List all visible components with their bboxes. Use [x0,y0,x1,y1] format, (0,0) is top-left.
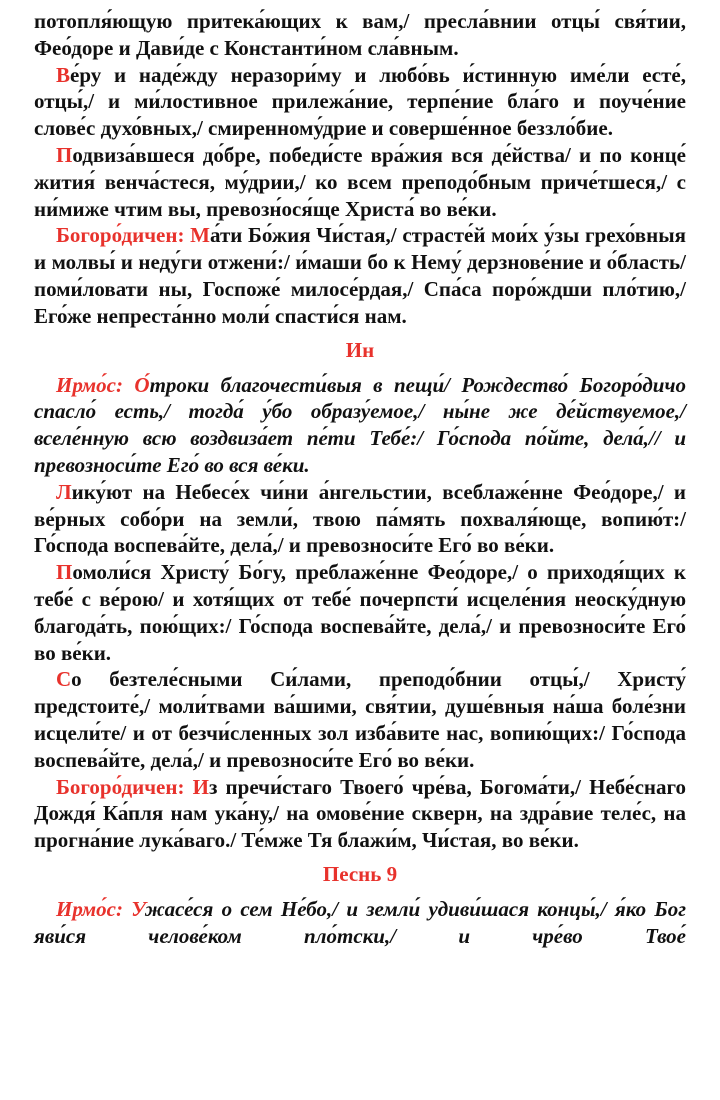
red-initial: С [56,667,72,692]
red-initial: О́ [134,372,150,397]
red-initial: П [56,142,73,167]
irmos-ode-9 [34,896,686,950]
troparion-1 [34,62,686,142]
irmos-label: Ирмо́с: [56,896,132,921]
red-initial: У [131,896,145,921]
paragraph-continuation [34,8,686,62]
troparion-3 [34,479,686,559]
troparion-4 [34,559,686,666]
irmos-text: жасе́ся о сем Не́бо,/ и земли́ удиви́шася концы́,/ я́ко Бог яви́ся челове́ком пло́тски,/ и чре́во Твое́ [34,896,686,948]
irmos-label: Ирмо́с: [56,372,135,397]
irmos-in [34,372,686,479]
troparion-5 [34,666,686,773]
troparion-2 [34,142,686,222]
red-initial: В [56,62,71,87]
section-heading-ode-9: Песнь 9 [322,861,398,886]
paragraph-text: з пречи́стаго Твоего́ чре́ва, Богома́ти,/ Небе́снаго Дождя́ Ка́пля нам ука́ну,/ на омове́ние скверн, на здра́вие теле́с, на прогна́ние лука́ваго./ Те́мже Тя блажи́м, Чи́стая, во ве́ки. [34,774,687,853]
red-initial: Л [56,479,72,504]
irmos-text: троки благочести́выя в пещи́/ Рождество́ Богоро́дичо спасло́ есть,/ тогда́ у́бо образу́емое,/ ны́не же де́йствуемое,/ вселе́нную всю воздвиза́ет пе́ти Тебе́:/ Го́спода по́йте, дела́,// и превозноси́те Его́ во вся ве́ки. [34,372,686,477]
red-initial: М [190,223,210,248]
red-initial: П [56,560,73,585]
paragraph-text: одвиза́вшеся до́бре, победи́сте вра́жия вся де́йства/ и по конце́ жития́ венча́стеся, му́дрии,/ ко всем преподо́бным приче́тшеся,/ с ни́миже чтим вы, превозн́ося́ще Христа́ во ве́ки. [34,142,686,221]
paragraph-text: потопля́ющую притека́ющих к вам,/ пресла́внии отцы́ свя́тии, Фео́доре и Дави́де с Константи́ном сла́вным. [34,9,686,60]
paragraph-text: е́ру и наде́жду неразори́му и любо́вь и́стинную име́ли есте́, отцы́,/ и ми́лостивное прилежа́ние, терпе́ние бла́го и поуче́ние слове́с духо́вных,/ смиренному́дрие и соверше́нное беззло́бие. [34,62,686,141]
theotokion-1 [34,222,686,329]
paragraph-text: омоли́ся Христу́ Бо́гу, преблаже́нне Фео́доре,/ о приходя́щих к тебе́ с ве́рою/ и хотя́щих от тебе́ почерпсти́ исцеле́ния неоску́дную благода́ть, пою́щих:/ Го́спода воспева́йте, дела́,/ и превозноси́те Его́ во ве́ки. [34,560,686,665]
paragraph-text: ику́ют на Небесе́х чи́ни а́нгельстии, всеблаже́нне Фео́доре,/ и ве́рных собо́ри на земли́, твою па́мять похваля́юще, вопию́т:/ Го́спода воспева́йте, дела́,/ и превозноси́те Его́ во ве́ки. [34,479,686,558]
theotokion-2 [34,774,686,854]
paragraph-text: а́ти Бо́жия Чи́стая,/ страсте́й мои́х у́зы грехо́вныя и молвы́ и неду́ги отжени́:/ и́маши бо к Нему́ дерзнове́ние и о́бласть/ поми́ловати ны, Госпоже́ милосе́рдая,/ Спа́са поро́ждши пло́тию,/ Его́же непреста́нно моли́ спасти́ся нам. [34,223,687,328]
theotokion-label: Богоро́дичен: [56,223,191,248]
theotokion-label: Богоро́дичен: [56,774,193,799]
section-heading-in: Ин [345,337,375,362]
paragraph-text: о безтеле́сными Си́лами, преподо́бнии отцы́,/ Христу́ предстоите́,/ моли́твами ва́шими, свя́тии, душе́вныя на́ша боле́зни исцели́те/ и от безчи́сленных зол изба́вите нас, вопию́щих:/ Го́спода воспева́йте, дела́,/ и превозноси́те Его́ во ве́ки. [34,667,686,772]
red-initial: И [192,774,209,799]
